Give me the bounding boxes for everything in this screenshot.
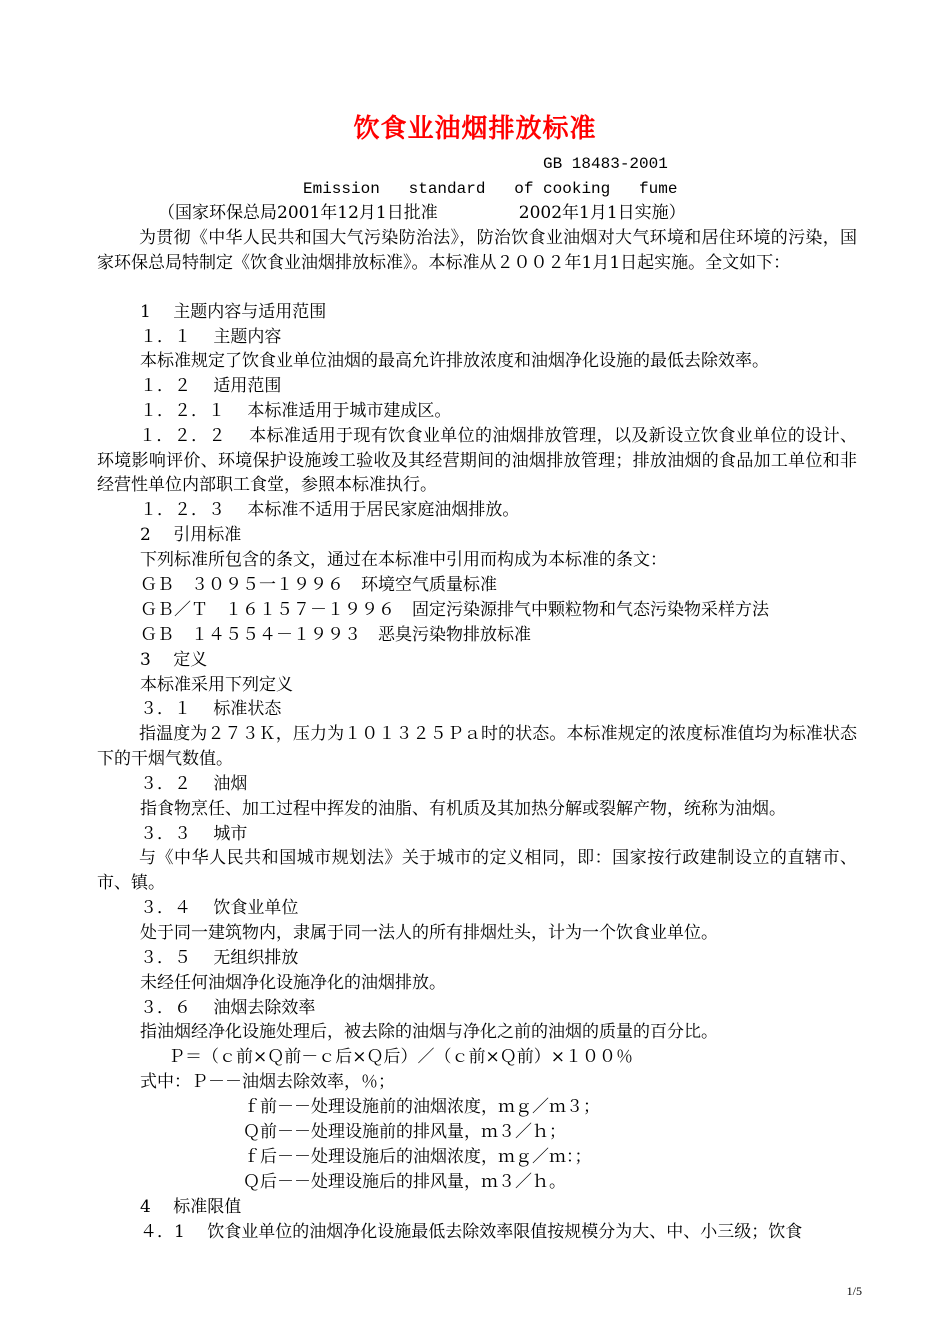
section-2-text: 下列标准所包含的条文，通过在本标准中引用而构成为本标准的条文： [140,550,667,570]
section-1-2-heading: １．２ 适用范围 [140,376,282,396]
section-3-3-heading: ３．３ 城市 [140,824,248,844]
section-3-4-text: 处于同一建筑物内，隶属于同一法人的所有排烟灶头，计为一个饮食业单位。 [140,923,718,943]
section-1-2-1: １．２．１ 本标准适用于城市建成区。 [140,401,452,421]
english-title: Emission standard of cooking fume [303,180,678,198]
formula-var-3: ｆ后－－处理设施后的油烟浓度，ｍｇ／ｍ：； [243,1147,592,1167]
standard-code: GB 18483-2001 [543,155,668,173]
section-1-2-3: １．２．３ 本标准不适用于居民家庭油烟排放。 [140,500,520,520]
formula-var-1: ｆ前－－处理设施前的油烟浓度，ｍｇ／ｍ３； [243,1097,600,1117]
section-3-6-heading: ３．６ 油烟去除效率 [140,998,316,1018]
section-3-heading: 3 定义 [140,650,208,670]
section-3-4-heading: ３．４ 饮食业单位 [140,898,299,918]
section-3-1-text: 指温度为２７３Ｋ，压力为１０１３２５Ｐａ时的状态。本标准规定的浓度标准值均为标准状态下的干烟气数值。 [97,724,857,769]
section-3-2-text: 指食物烹任、加工过程中挥发的油脂、有机质及其加热分解或裂解产物，统称为油烟。 [140,799,786,819]
section-4-heading: 4 标准限值 [140,1197,242,1217]
section-3-5-text: 未经任何油烟净化设施净化的油烟排放。 [140,973,446,993]
page-number: 1/5 [846,1284,862,1298]
formula-var-4: Ｑ后－－处理设施后的排风量，ｍ３／ｈ。 [243,1172,566,1192]
intro-paragraph: 为贯彻《中华人民共和国大气污染防治法》，防治饮食业油烟对大气环境和居住环境的污染，国家环保总局特制定《饮食业油烟排放标准》。本标准从２００２年1月1日起实施。全文如下： [97,228,857,273]
reference-2: ＧＢ／Ｔ １６１５７－１９９６ 固定污染源排气中颗粒物和气态污染物采样方法 [140,600,769,620]
reference-1: ＧＢ ３０９５一１９９６ 环境空气质量标准 [140,575,497,595]
efficiency-formula: Ｐ＝（ｃ前×Ｑ前－ｃ后×Ｑ后）／（ｃ前×Ｑ前）×１００％ [168,1047,633,1067]
approval-dates: （国家环保总局2001年12月1日批准 2002年1月1日实施） [158,203,686,223]
section-3-1-heading: ３．１ 标准状态 [140,699,282,719]
section-1-2-2: １．２．２ 本标准适用于现有饮食业单位的油烟排放管理，以及新设立饮食业单位的设计、环境影响评价、环境保护设施竣工验收及其经营期间的油烟排放管理；排放油烟的食品加工单位和非经营性单位内部职工食堂，参照本标准执行。 [97,426,857,495]
section-3-text: 本标准采用下列定义 [140,675,293,695]
section-3-5-heading: ３．５ 无组织排放 [140,948,299,968]
formula-var-2: Ｑ前－－处理设施前的排风量，ｍ３／ｈ； [243,1122,566,1142]
section-3-2-heading: ３．２ 油烟 [140,774,248,794]
section-2-heading: 2 引用标准 [140,525,242,545]
reference-3: ＧＢ １４５５４－１９９３ 恶臭污染物排放标准 [140,625,531,645]
section-1-heading: 1 主题内容与适用范围 [140,302,327,322]
section-3-6-text: 指油烟经净化设施处理后，被去除的油烟与净化之前的油烟的质量的百分比。 [140,1022,718,1042]
section-1-1-text: 本标准规定了饮食业单位油烟的最高允许排放浓度和油烟净化设施的最低去除效率。 [140,351,769,371]
section-3-3-text: 与《中华人民共和国城市规划法》关于城市的定义相同，即：国家按行政建制设立的直辖市、市、镇。 [97,848,857,893]
section-4-1-text: ４．1 饮食业单位的油烟净化设施最低去除效率限值按规模分为大、中、小三级；饮食 [140,1222,803,1242]
document-title: 饮食业油烟排放标准 [353,114,597,144]
formula-where: 式中：Ｐ－－油烟去除效率，％； [140,1072,395,1092]
section-1-1-heading: １．１ 主题内容 [140,327,282,347]
